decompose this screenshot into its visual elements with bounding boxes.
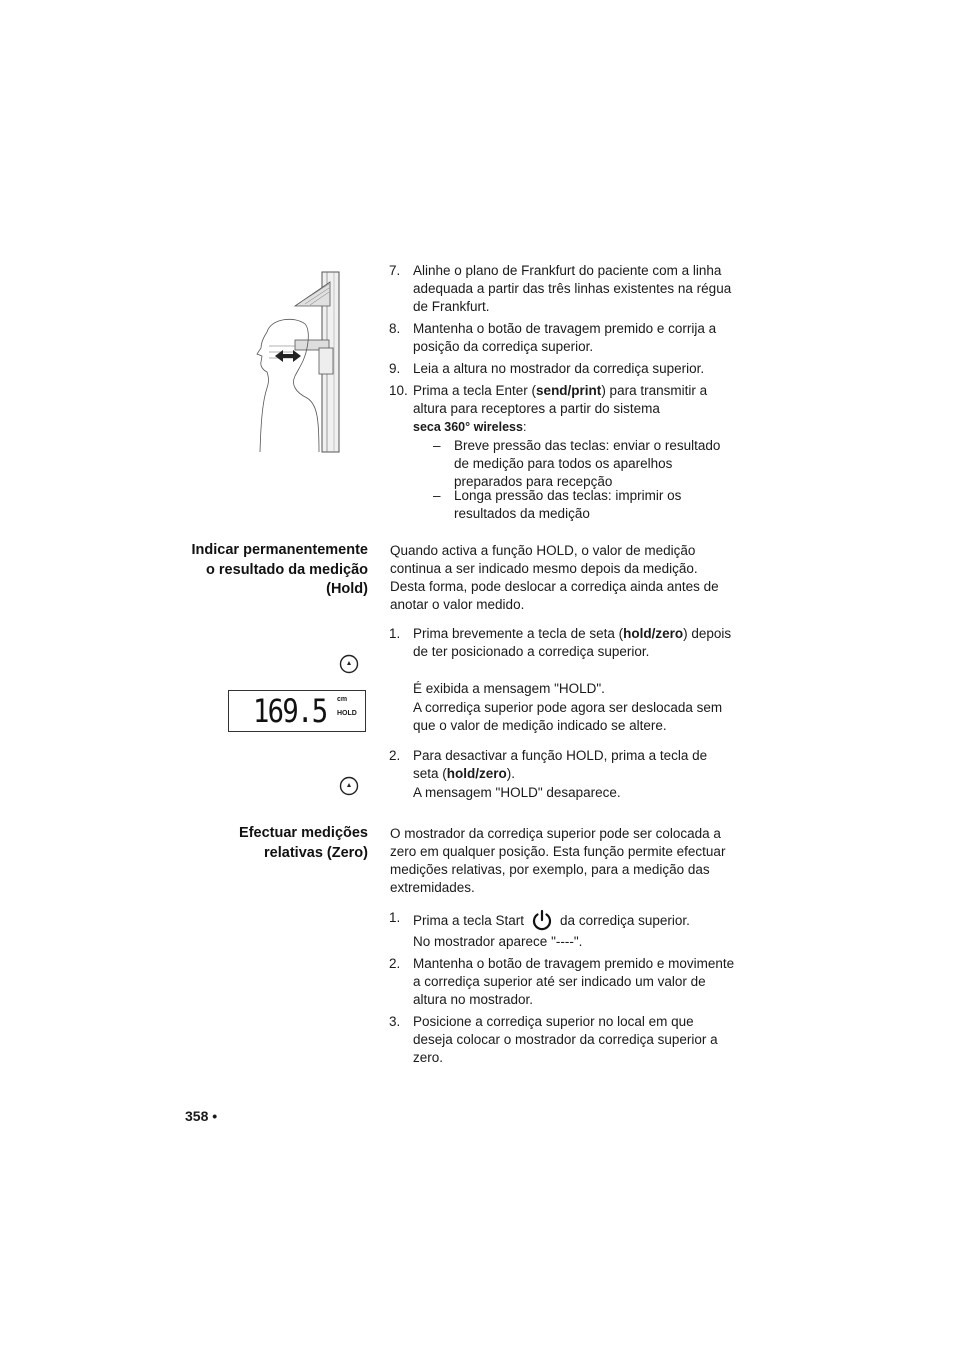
- hold-message: A mensagem "HOLD" desaparece.: [413, 785, 621, 800]
- display-unit: cm: [337, 696, 348, 703]
- hold-message: A corrediça superior pode agora ser deslocada sem que o valor de medição indicado se altere.: [413, 700, 723, 733]
- hold-intro: Quando activa a função HOLD, o valor de medição continua a ser indicado mesmo depois da medição. Desta forma, pode deslocar a corrediça ainda antes de anotar o valor medido.: [390, 543, 719, 612]
- display-status: HOLD: [337, 710, 357, 717]
- zero-message: No mostrador aparece "----".: [413, 934, 583, 949]
- power-icon: [531, 909, 553, 931]
- page-number: 358 •: [185, 1108, 218, 1124]
- patient-measuring-illustration: [255, 268, 345, 454]
- section-heading-hold: Indicar permanentemente o resultado da medição (Hold): [191, 542, 368, 597]
- lcd-display: [228, 690, 366, 732]
- arrow-key-icon: [339, 654, 359, 674]
- zero-intro: O mostrador da corrediça superior pode ser colocada a zero em qualquer posição. Esta função permite efectuar medições relativas, por exemplo, para a medição das extremidades.: [390, 826, 726, 895]
- arrow-key-icon: [339, 776, 359, 796]
- display-value: 169.5: [253, 692, 327, 730]
- system-name: seca 360° wireless:: [413, 420, 527, 434]
- hold-message: É exibida a mensagem "HOLD".: [413, 681, 605, 696]
- section-heading-zero: Efectuar medições relativas (Zero): [239, 825, 368, 861]
